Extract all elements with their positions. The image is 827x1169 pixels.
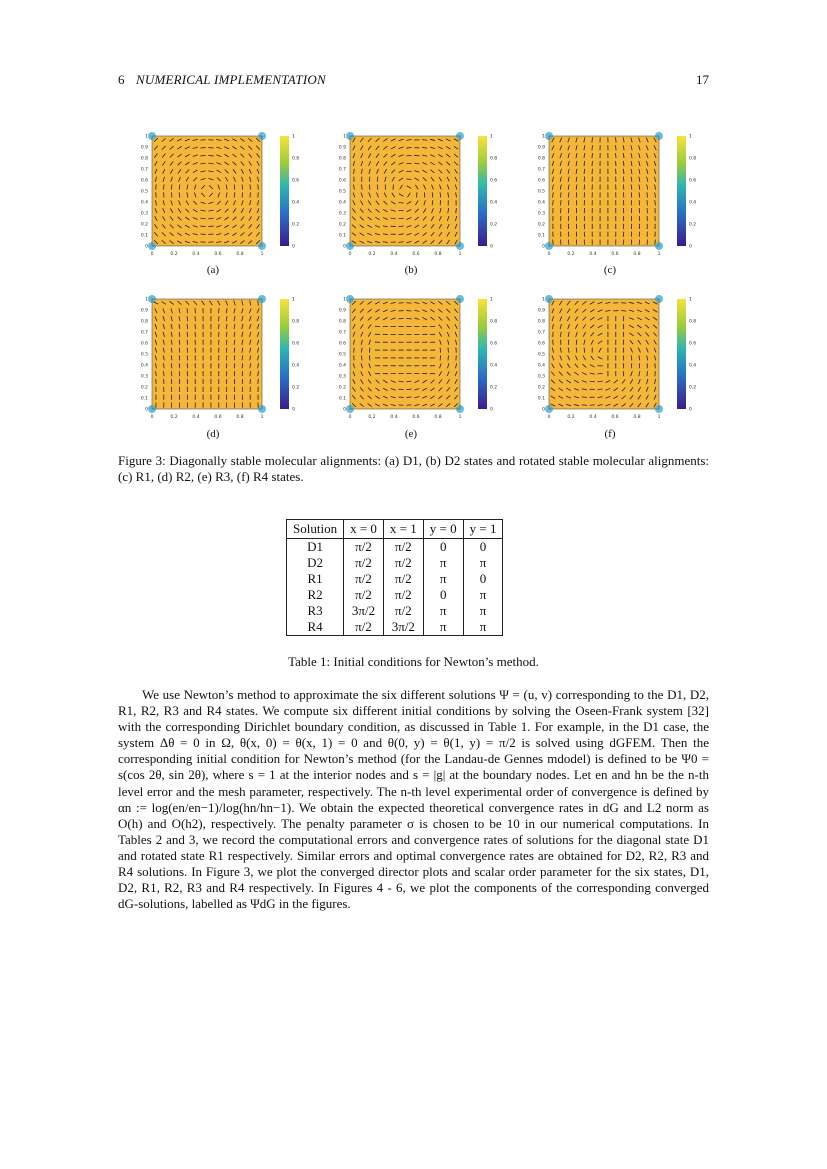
y-tick-label: 0.4 [537,200,545,206]
table-cell: π [463,587,503,603]
y-tick-label: 0.8 [140,319,148,325]
x-tick-label: 0.4 [589,415,597,420]
table-row [287,571,503,587]
director-line [377,184,378,189]
y-tick-label: 0.6 [338,341,346,347]
table-row [287,619,503,636]
director-line [187,340,188,345]
table-cell: π/2 [344,555,384,571]
colorbar-tick-label: 0.4 [490,363,498,369]
y-tick-label: 0.5 [140,352,148,358]
director-line [398,218,403,219]
x-tick-label: 0 [150,252,154,257]
director-line [164,371,165,376]
y-tick-label: 0.5 [338,189,346,195]
table-cell: π/2 [344,587,384,603]
y-tick-label: 1 [542,297,545,303]
y-tick-label: 0.3 [537,211,545,217]
y-tick-label: 0.4 [338,363,346,369]
y-tick-label: 0.7 [537,167,545,173]
y-tick-label: 0.7 [140,167,148,173]
table-row [287,587,503,603]
table-cell: π [463,603,503,619]
colorbar-tick-label: 0.4 [689,200,697,206]
y-tick-label: 0.3 [140,374,148,380]
x-tick-label: 0.6 [214,252,222,257]
director-line [242,184,243,189]
x-tick-label: 0 [348,252,352,257]
x-tick-label: 0.2 [368,415,376,420]
director-line [219,308,220,313]
x-tick-label: 0.2 [170,415,178,420]
table-header-cell: x = 0 [344,520,384,539]
director-line [250,371,251,376]
director-line [406,389,411,390]
colorbar-tick-label: 0.8 [490,319,498,325]
director-line [369,355,370,360]
director-line [432,192,433,197]
figure-panel-a [118,128,308,278]
x-tick-label: 1 [260,252,264,257]
colorbar [280,136,289,246]
table-cell: 3π/2 [344,603,384,619]
table-row [287,555,503,571]
y-tick-label: 0.3 [537,374,545,380]
y-tick-label: 1 [343,297,346,303]
table-cell: π/2 [383,603,423,619]
y-tick-label: 0.2 [338,385,346,391]
section-number: 6 [118,72,125,87]
colorbar-tick-label: 0 [292,407,295,413]
director-line [584,347,585,352]
x-tick-label: 1 [657,252,661,257]
y-tick-label: 0.2 [140,385,148,391]
x-tick-label: 0 [348,415,352,420]
x-tick-label: 0.4 [390,252,398,257]
y-tick-label: 0.4 [537,363,545,369]
table-cell: π [423,619,463,636]
figure-panel-c [515,128,705,278]
y-tick-label: 0 [542,407,545,413]
director-line [576,340,577,345]
y-tick-label: 0.5 [537,352,545,358]
y-tick-label: 0 [343,244,346,250]
colorbar-tick-label: 0.6 [292,178,300,184]
colorbar-tick-label: 0.8 [689,319,697,325]
table-cell: 0 [463,539,503,556]
scalar-field [152,136,262,246]
colorbar-tick-label: 0.4 [292,200,300,206]
y-tick-label: 0.6 [140,341,148,347]
figure-panel-label: (f) [604,428,616,440]
table-cell: R2 [287,587,344,603]
y-tick-label: 0.4 [140,363,148,369]
section-title: NUMERICAL IMPLEMENTATION [136,72,326,87]
y-tick-label: 0 [145,244,148,250]
y-tick-label: 0.6 [338,178,346,184]
director-plot [515,128,705,278]
colorbar-tick-label: 1 [292,134,295,140]
x-tick-label: 0.6 [214,415,222,420]
y-tick-label: 0.6 [537,341,545,347]
table-cell: R1 [287,571,344,587]
colorbar-tick-label: 0.8 [490,156,498,162]
director-line [647,200,648,205]
x-tick-label: 0.2 [170,252,178,257]
x-tick-label: 0 [547,415,551,420]
director-line [631,363,632,368]
y-tick-label: 0.5 [140,189,148,195]
director-line [623,177,624,182]
colorbar-tick-label: 1 [490,297,493,303]
director-line [398,389,403,390]
figure-panel-d [118,291,308,441]
x-tick-label: 0.8 [434,252,442,257]
figure-panel-e [316,291,506,441]
y-tick-label: 0.9 [140,145,148,151]
table-cell: π/2 [344,571,384,587]
y-tick-label: 0.3 [338,211,346,217]
table-cell: π/2 [344,619,384,636]
y-tick-label: 0.3 [338,374,346,380]
y-tick-label: 0.9 [338,308,346,314]
table-cell: π/2 [383,571,423,587]
y-tick-label: 0.1 [338,233,346,239]
page-header [118,72,709,90]
body-paragraph: We use Newton’s method to approximate the six different solutions Ψ = (u, v) corresponding to the D1, D2, R1, R2, R3 and R4 states. We compute six different initial conditions by solving the Oseen-Frank system [32] with the corresponding Dirichlet boundary condition, as discussed in Table 1. For example, in the D1 case, the system Δθ = 0 in Ω, θ(x, 0) = θ(x, 1) = 0 and θ(0, y) = θ(1, y) = π/2 is solved using dGFEM. Then the corresponding initial condition for Newton’s method (for the Landau-de Gennes mdodel) is defined to be Ψ0 = s(cos 2θ, sin 2θ), where s = 1 at the interior nodes and s = |g| at the boundary nodes. Let en and hn be the n-th level error and the mesh parameter, respectively. The n-th level experimental order of convergence is defined by αn := log(en/en−1)/log(hn/hn−1). We obtain the expected theoretical convergence rates in dG and L2 norm as O(h) and O(h2), respectively. The penalty parameter σ is chosen to be 10 in our numerical computations. In Tables 2 and 3, we record the computational errors and convergence rates of solutions for the diagonal state D1 and rotated state R1 respectively. Similar errors and optimal convergence rates are obtained for D2, R2, R3 and R4 solutions. In Figure 3, we plot the converged director plots and scalar order parameter for the six states, D1, D2, R1, R2, R3 and R4 respectively. In Figures 4 - 6, we plot the components of the corresponding converged dG-solutions, labelled as ΨdG in the figures. [118,687,709,912]
y-tick-label: 0.3 [140,211,148,217]
table-cell: 3π/2 [383,619,423,636]
y-tick-label: 0.5 [537,189,545,195]
y-tick-label: 0.2 [338,222,346,228]
x-tick-label: 0.8 [434,415,442,420]
table-header-row [287,520,503,539]
y-tick-label: 0.8 [537,156,545,162]
y-tick-label: 0.7 [537,330,545,336]
table-cell: R4 [287,619,344,636]
colorbar-tick-label: 0.4 [292,363,300,369]
director-line [226,340,227,345]
scalar-field [549,136,659,246]
colorbar-tick-label: 0.4 [689,363,697,369]
table-cell: π/2 [383,587,423,603]
x-tick-label: 0.6 [412,252,420,257]
x-tick-label: 0.2 [567,415,575,420]
table-cell: π/2 [344,539,384,556]
initial-conditions-table [286,519,503,636]
colorbar-tick-label: 0.2 [689,222,697,228]
director-plot [316,291,506,441]
y-tick-label: 0.9 [537,308,545,314]
y-tick-label: 0.2 [537,385,545,391]
colorbar-tick-label: 0.6 [490,178,498,184]
x-tick-label: 0.4 [589,252,597,257]
y-tick-label: 0.6 [537,178,545,184]
director-line [171,184,172,189]
colorbar-tick-label: 1 [490,134,493,140]
y-tick-label: 0.1 [140,233,148,239]
director-line [369,347,370,352]
director-plot [515,291,705,441]
colorbar [677,136,686,246]
colorbar-tick-label: 0.8 [292,156,300,162]
x-tick-label: 0 [547,252,551,257]
director-plot [316,128,506,278]
figure-panel-label: (e) [404,428,418,440]
table-cell: D2 [287,555,344,571]
director-line [440,347,441,352]
director-line [406,163,411,164]
x-tick-label: 1 [458,415,462,420]
colorbar-tick-label: 0 [689,244,692,250]
colorbar-tick-label: 0 [292,244,295,250]
table-cell: π/2 [383,555,423,571]
y-tick-label: 0.2 [140,222,148,228]
colorbar [478,299,487,409]
director-line [171,192,172,197]
figure-caption: Figure 3: Diagonally stable molecular alignments: (a) D1, (b) D2 states and rotated stable molecular alignments: (c) R1, (d) R2, (e) R3, (f) R4 states. [118,453,709,484]
scalar-field [350,136,460,246]
y-tick-label: 0.7 [140,330,148,336]
x-tick-label: 0.2 [368,252,376,257]
table-cell: 0 [423,539,463,556]
director-line [398,318,403,319]
director-line [655,239,656,244]
x-tick-label: 0.6 [611,252,619,257]
colorbar-tick-label: 0.6 [689,341,697,347]
y-tick-label: 1 [145,297,148,303]
colorbar-tick-label: 1 [689,297,692,303]
scalar-field [549,299,659,409]
figure-panel-b [316,128,506,278]
y-tick-label: 0.4 [338,200,346,206]
director-line [200,155,205,156]
director-line [561,200,562,205]
director-line [616,145,617,150]
colorbar [677,299,686,409]
colorbar [280,299,289,409]
y-tick-label: 0 [145,407,148,413]
x-tick-label: 0 [150,415,154,420]
director-line [234,355,235,360]
director-line [553,239,554,244]
colorbar-tick-label: 0.8 [292,319,300,325]
table-cell: π [463,555,503,571]
y-tick-label: 0.8 [338,156,346,162]
table-cell: π [423,603,463,619]
x-tick-label: 0.6 [611,415,619,420]
table-cell: 0 [463,571,503,587]
y-tick-label: 0.9 [140,308,148,314]
y-tick-label: 0.1 [140,396,148,402]
table-cell: D1 [287,539,344,556]
y-tick-label: 0.7 [338,167,346,173]
colorbar-tick-label: 0.2 [490,385,498,391]
x-tick-label: 0.8 [236,415,244,420]
y-tick-label: 1 [343,134,346,140]
director-line [208,226,213,227]
director-line [242,192,243,197]
colorbar-tick-label: 0.6 [689,178,697,184]
y-tick-label: 0.2 [537,222,545,228]
colorbar-tick-label: 0.2 [292,385,300,391]
y-tick-label: 0.1 [537,233,545,239]
figure-panel-label: (a) [206,264,220,276]
y-tick-label: 1 [145,134,148,140]
colorbar-tick-label: 0 [490,244,493,250]
director-line [195,308,196,313]
y-tick-label: 0 [542,244,545,250]
colorbar-tick-label: 0.6 [490,341,498,347]
director-plot [118,291,308,441]
colorbar-tick-label: 1 [689,134,692,140]
table-row [287,603,503,619]
scalar-field [350,299,460,409]
y-tick-label: 0.5 [338,352,346,358]
y-tick-label: 0.9 [537,145,545,151]
x-tick-label: 0.2 [567,252,575,257]
colorbar-tick-label: 0.6 [292,341,300,347]
y-tick-label: 0.9 [338,145,346,151]
colorbar-tick-label: 0.2 [689,385,697,391]
colorbar-tick-label: 0.2 [490,222,498,228]
director-line [592,145,593,150]
figure-panel-f [515,291,705,441]
colorbar-tick-label: 0 [490,407,493,413]
y-tick-label: 0.6 [140,178,148,184]
director-line [584,177,585,182]
colorbar-tick-label: 1 [292,297,295,303]
director-line [406,318,411,319]
table-header-cell: y = 0 [423,520,463,539]
director-line [208,155,213,156]
y-tick-label: 0.8 [140,156,148,162]
x-tick-label: 0.4 [390,415,398,420]
x-tick-label: 0.8 [633,252,641,257]
colorbar-tick-label: 0.4 [490,200,498,206]
y-tick-label: 0 [343,407,346,413]
x-tick-label: 0.8 [236,252,244,257]
table-cell: π [463,619,503,636]
y-tick-label: 1 [542,134,545,140]
scalar-field [152,299,262,409]
director-line [597,373,602,374]
body-text [118,687,709,912]
director-line [590,381,595,382]
table-cell: R3 [287,603,344,619]
table-row [287,539,503,556]
y-tick-label: 0.8 [338,319,346,325]
director-line [200,226,205,227]
director-line [179,355,180,360]
table-header-cell: Solution [287,520,344,539]
colorbar-tick-label: 0.2 [292,222,300,228]
figure-panel-label: (b) [404,264,418,276]
x-tick-label: 0.8 [633,415,641,420]
colorbar-tick-label: 0.8 [689,156,697,162]
table-cell: 0 [423,587,463,603]
table-header-cell: y = 1 [463,520,503,539]
x-tick-label: 1 [260,415,264,420]
colorbar [478,136,487,246]
y-tick-label: 0.1 [537,396,545,402]
table-header-cell: x = 1 [383,520,423,539]
director-plot [118,128,308,278]
figure-panel-label: (c) [603,264,617,276]
table-cell: π [423,571,463,587]
x-tick-label: 1 [458,252,462,257]
table-cell: π [423,555,463,571]
x-tick-label: 1 [657,415,661,420]
table-caption: Table 1: Initial conditions for Newton’s method. [288,654,539,669]
figure-panel-label: (d) [206,428,220,440]
x-tick-label: 0.4 [192,415,200,420]
director-line [440,355,441,360]
y-tick-label: 0.4 [140,200,148,206]
table-cell: π/2 [383,539,423,556]
page-number: 17 [696,72,709,87]
x-tick-label: 0.4 [192,252,200,257]
y-tick-label: 0.8 [537,319,545,325]
y-tick-label: 0.7 [338,330,346,336]
colorbar-tick-label: 0 [689,407,692,413]
y-tick-label: 0.1 [338,396,346,402]
x-tick-label: 0.6 [412,415,420,420]
